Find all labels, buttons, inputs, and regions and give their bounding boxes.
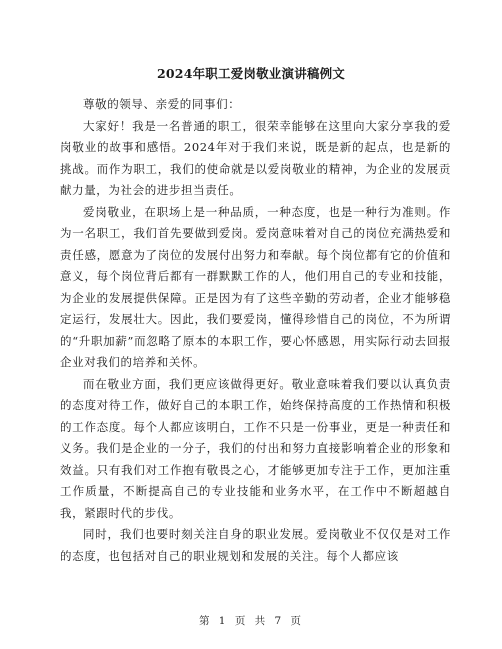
page-footer [0, 614, 502, 628]
paragraph-2: 爱岗敬业，在职场上是一种品质，一种态度，也是一种行为准则。作为一名职工，我们首先要做到爱岗。爱岗意味着对自己的岗位充满热爱和责任感，愿意为了岗位的发展付出努力和奉献。每个岗位都有它的价值和意义，每个岗位背后都有一群默默工作的人，他们用自己的专业和技能，为企业的发展提供保障。正是因为有了这些辛勤的劳动者，企业才能够稳定运行，发展壮大。因此，我们要爱岗，懂得珍惜自己的岗位，不为所谓的“升职加薪”而忽略了原本的本职工作，要心怀感恩，用实际行动去回报企业对我们的培养和关怀。 [60, 204, 451, 369]
footer-page-label: 页 [234, 615, 248, 627]
footer-total-suffix: 页 [290, 615, 304, 627]
footer-prefix: 第 [198, 615, 212, 627]
footer-total-prefix: 共 [254, 615, 268, 627]
paragraph-1: 大家好！我是一名普通的职工，很荣幸能够在这里向大家分享我的爱岗敬业的故事和感悟。2024年对于我们来说，既是新的起点，也是新的挑战。而作为职工，我们的使命就是以爱岗敬业的精神，为企业的发展贡献力量，为社会的进步担当责任。 [60, 118, 451, 197]
document-title: 2024年职工爱岗敬业演讲稿例文 [157, 66, 345, 81]
paragraph-3: 而在敬业方面，我们更应该做得更好。敬业意味着我们要以认真负责的态度对待工作，做好自己的本职工作，始终保持高度的工作热情和积极的工作态度。每个人都应该明白，工作不只是一份事业，更是一种责任和义务。我们是企业的一分子，我们的付出和努力直接影响着企业的形象和效益。只有我们对工作抱有敬畏之心，才能够更加专注于工作，更加注重工作质量，不断提高自己的专业技能和业务水平，在工作中不断超越自我，紧跟时代的步伐。 [60, 376, 451, 520]
document-body [60, 94, 451, 567]
paragraph-4: 同时，我们也要时刻关注自身的职业发展。爱岗敬业不仅仅是对工作的态度，也包括对自己的职业规划和发展的关注。每个人都应该 [60, 527, 451, 563]
footer-page-current: 1 [218, 615, 228, 627]
salutation: 尊敬的领导、亲爱的同事们： [83, 97, 241, 111]
footer-page-total: 7 [274, 615, 284, 627]
